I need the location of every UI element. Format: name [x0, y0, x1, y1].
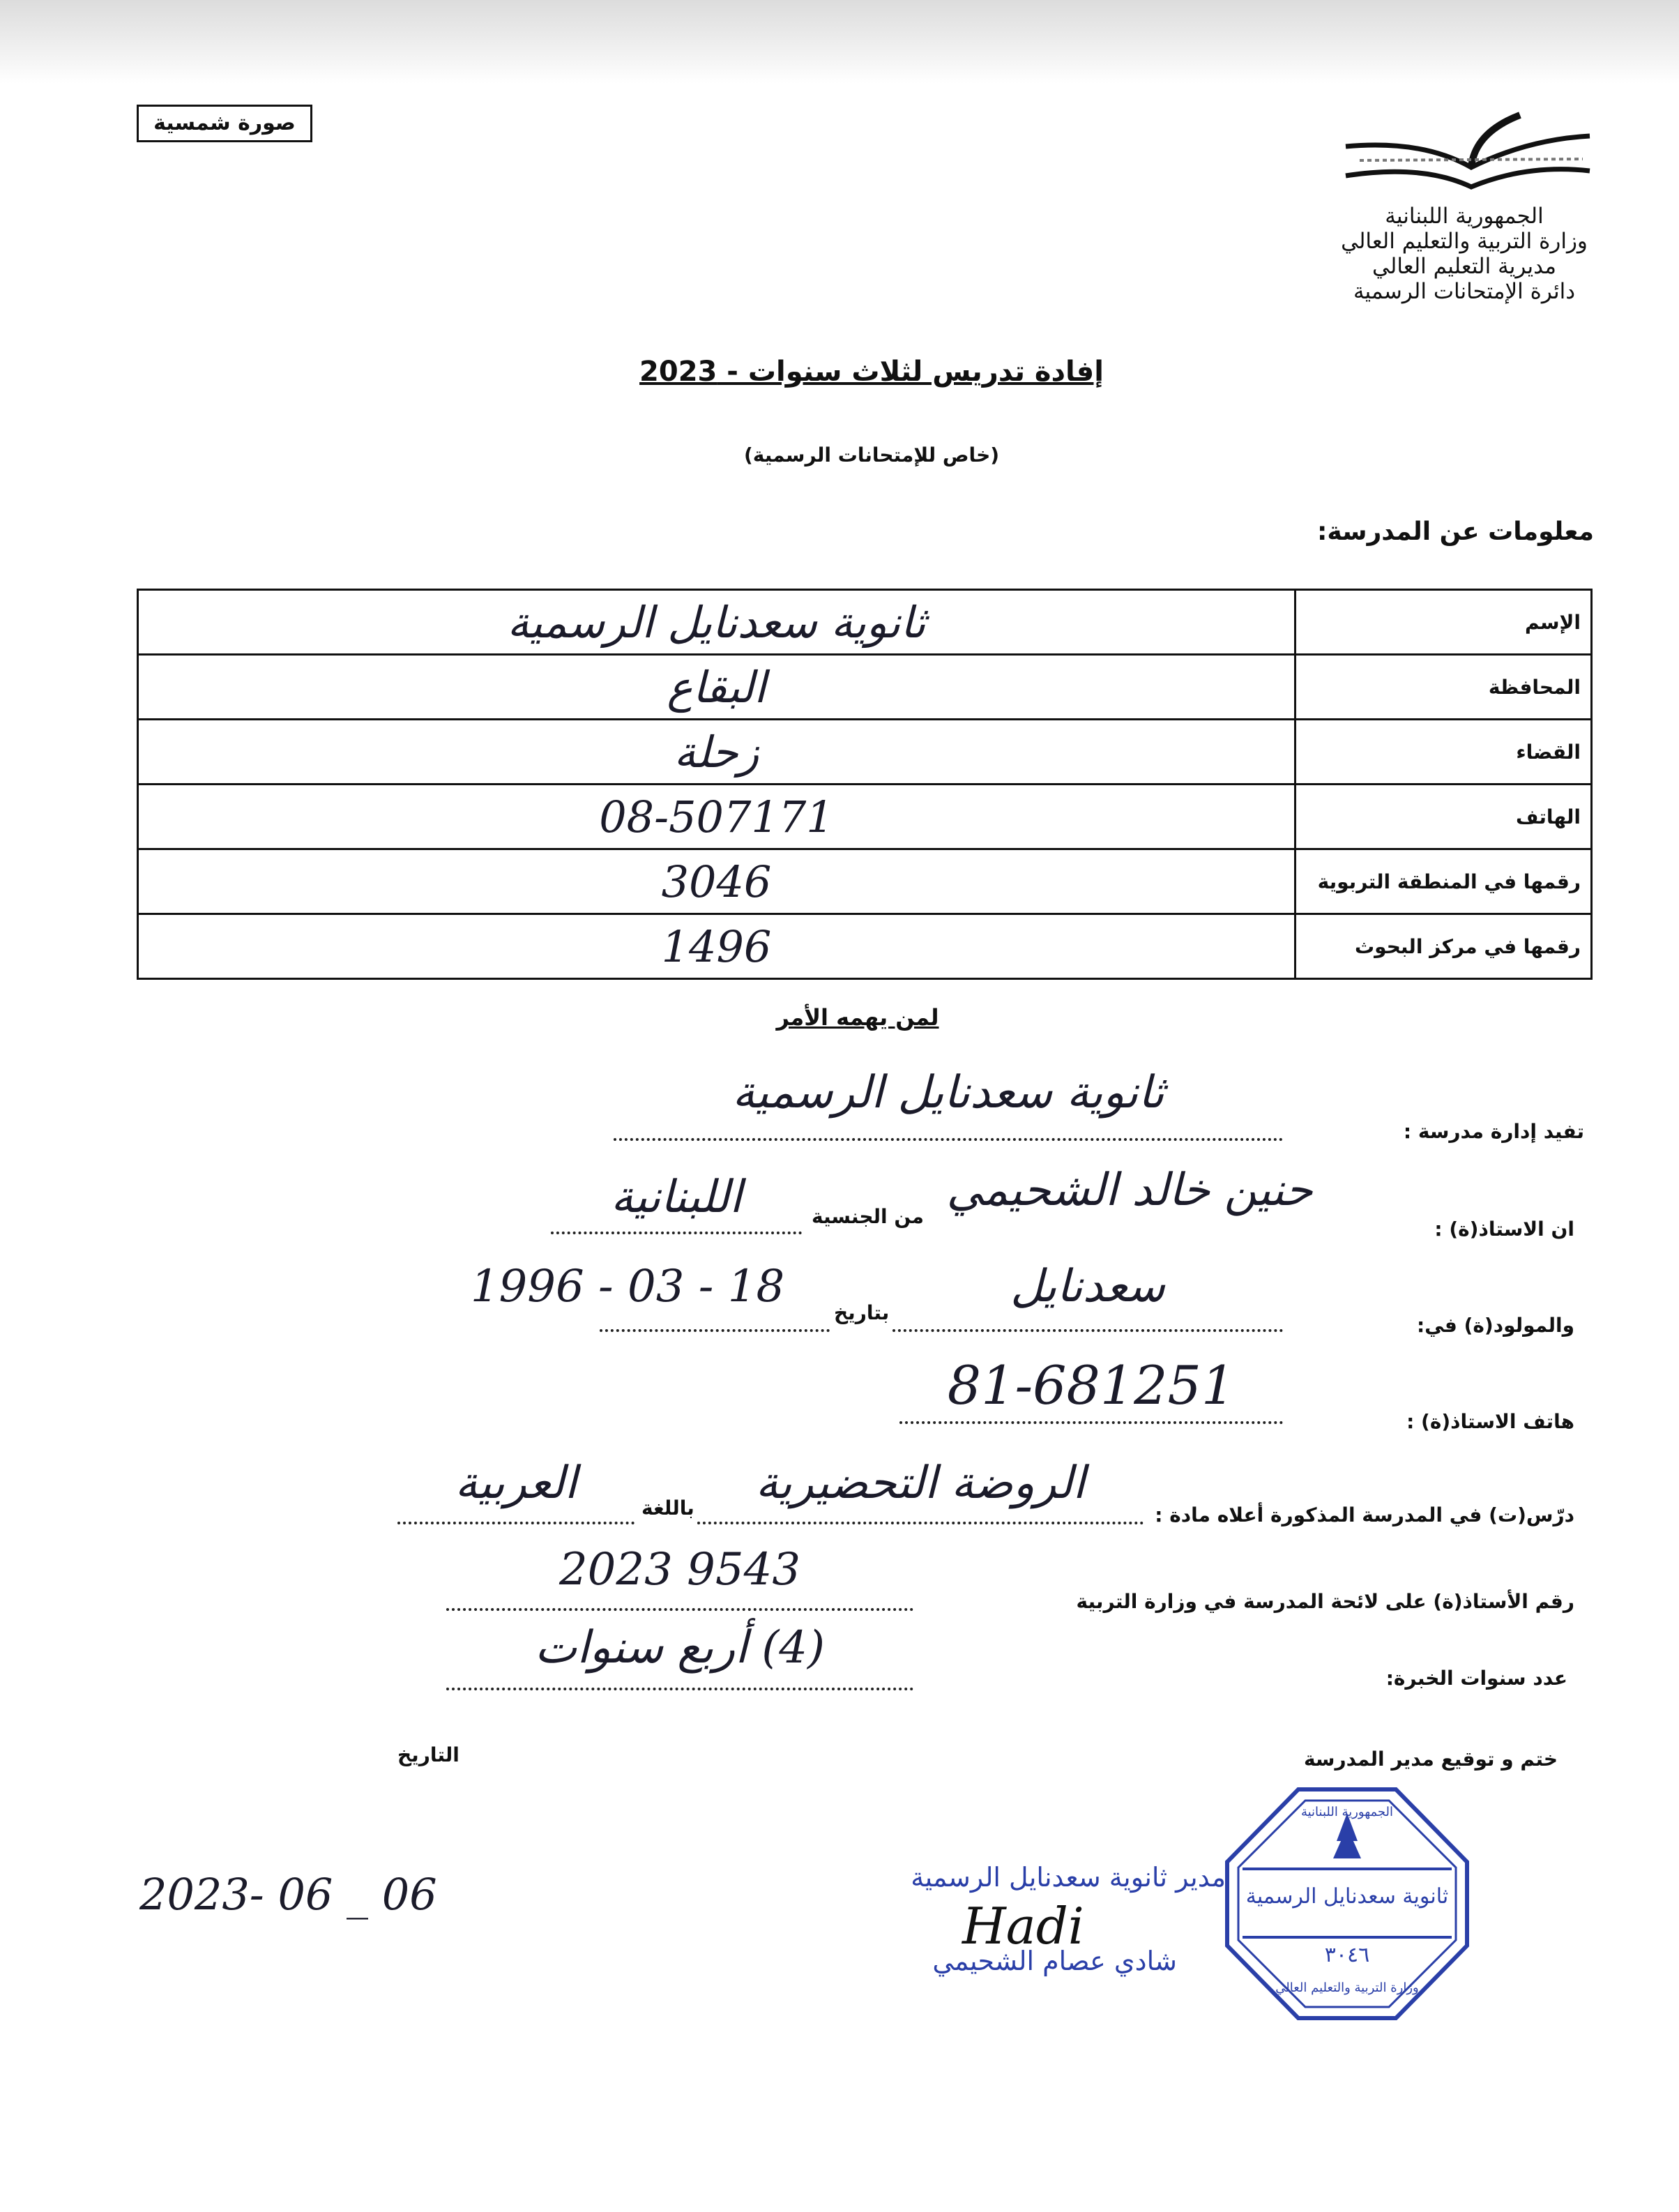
table-row	[138, 914, 1592, 979]
teacher-number-value: 2023 9543	[559, 1544, 801, 1596]
school-seal	[1222, 1785, 1473, 2022]
principal-signature-label: ختم و توقيع مدير المدرسة	[1303, 1748, 1558, 1771]
dotted-line	[600, 1329, 830, 1332]
dotted-line	[899, 1421, 1283, 1424]
seal-school-name: ثانوية سعدنايل الرسمية	[1245, 1884, 1449, 1909]
birthdate-value: 1996 - 03 - 18	[470, 1261, 785, 1312]
table-row	[138, 720, 1592, 785]
table-row	[138, 849, 1592, 914]
language-label: باللغة	[641, 1497, 694, 1520]
teacher-phone-label: هاتف الاستاذ(ة) :	[1406, 1410, 1574, 1433]
birthplace-label: والمولود(ة) في:	[1416, 1314, 1574, 1337]
school-info-heading: معلومات عن المدرسة:	[1316, 517, 1594, 546]
signed-date-value: 2023- 06 _ 06	[139, 1869, 437, 1920]
director-name: شادي عصام الشحيمي	[932, 1946, 1177, 1976]
dotted-line	[446, 1688, 913, 1690]
row-label: الهاتف	[1296, 785, 1592, 849]
date-label: التاريخ	[397, 1743, 459, 1766]
header-line: مديرية التعليم العالي	[1372, 254, 1556, 279]
school-value: ثانوية سعدنايل الرسمية	[732, 1067, 1164, 1119]
subject-label: درّس(ت) في المدرسة المذكورة أعلاه مادة :	[1155, 1503, 1574, 1527]
seal-top-text: الجمهورية اللبنانية	[1300, 1805, 1394, 1819]
document-title	[488, 356, 1255, 388]
nationality-label: من الجنسية	[812, 1205, 924, 1228]
row-label: القضاء	[1296, 720, 1592, 785]
document-title-text: إفادة تدريس لثلاث سنوات - 2023	[639, 356, 1104, 388]
nationality-value: اللبنانية	[610, 1172, 743, 1223]
school-label: تفيد إدارة مدرسة :	[1403, 1120, 1584, 1143]
row-label: رقمها في المنطقة التربوية	[1296, 849, 1592, 914]
table-row	[138, 785, 1592, 849]
ministry-logo-icon	[1339, 112, 1597, 195]
header-line: وزارة التربية والتعليم العالي	[1341, 229, 1588, 254]
birthplace-value: سعدنايل	[1010, 1261, 1165, 1312]
stamp-title: مدير ثانوية سعدنايل الرسمية	[911, 1862, 1226, 1893]
experience-value: (4) أربع سنوات	[535, 1622, 825, 1674]
seal-number: ٣٠٤٦	[1324, 1943, 1370, 1967]
scan-shadow	[0, 0, 1679, 84]
dotted-line	[446, 1608, 913, 1611]
dotted-line	[892, 1329, 1283, 1332]
to-whom-it-may-concern: لمن يهمه الأمر	[776, 1004, 939, 1031]
region-number-value: 3046	[138, 849, 1296, 914]
ministry-header	[1325, 204, 1604, 304]
row-label: رقمها في مركز البحوث	[1296, 914, 1592, 979]
language-value: العربية	[455, 1457, 577, 1509]
header-line: دائرة الإمتحانات الرسمية	[1353, 279, 1576, 304]
table-row	[138, 655, 1592, 720]
dotted-line	[697, 1522, 1144, 1524]
teacher-value: حنين خالد الشحيمي	[946, 1165, 1313, 1216]
research-center-number-value: 1496	[138, 914, 1296, 979]
birthdate-label: بتاريخ	[834, 1301, 890, 1324]
phone-value: 08-507171	[138, 785, 1296, 849]
dotted-line	[551, 1232, 802, 1234]
principal-signature: Hadi	[962, 1897, 1084, 1955]
document-subtitle: (خاص للإمتحانات الرسمية)	[743, 444, 1000, 467]
table-row	[138, 590, 1592, 655]
governorate-value: البقاع	[138, 655, 1296, 720]
header-line: الجمهورية اللبنانية	[1385, 204, 1544, 229]
district-value: زحلة	[138, 720, 1296, 785]
row-label: المحافظة	[1296, 655, 1592, 720]
teacher-phone-value: 81-681251	[947, 1354, 1236, 1416]
teacher-number-label: رقم الأستاذ(ة) على لائحة المدرسة في وزارة التربية	[1076, 1590, 1574, 1613]
school-name-value: ثانوية سعدنايل الرسمية	[138, 590, 1296, 655]
teacher-label: ان الاستاذ(ة) :	[1434, 1218, 1574, 1241]
photo-placeholder: صورة شمسية	[137, 105, 312, 142]
school-info-table	[137, 589, 1593, 980]
subject-value: الروضة التحضيرية	[755, 1457, 1086, 1509]
row-label: الإسم	[1296, 590, 1592, 655]
seal-bottom-text: وزارة التربية والتعليم العالي	[1275, 1980, 1419, 1995]
dotted-line	[397, 1522, 635, 1524]
experience-label: عدد سنوات الخبرة:	[1385, 1667, 1567, 1690]
dotted-line	[614, 1138, 1283, 1141]
